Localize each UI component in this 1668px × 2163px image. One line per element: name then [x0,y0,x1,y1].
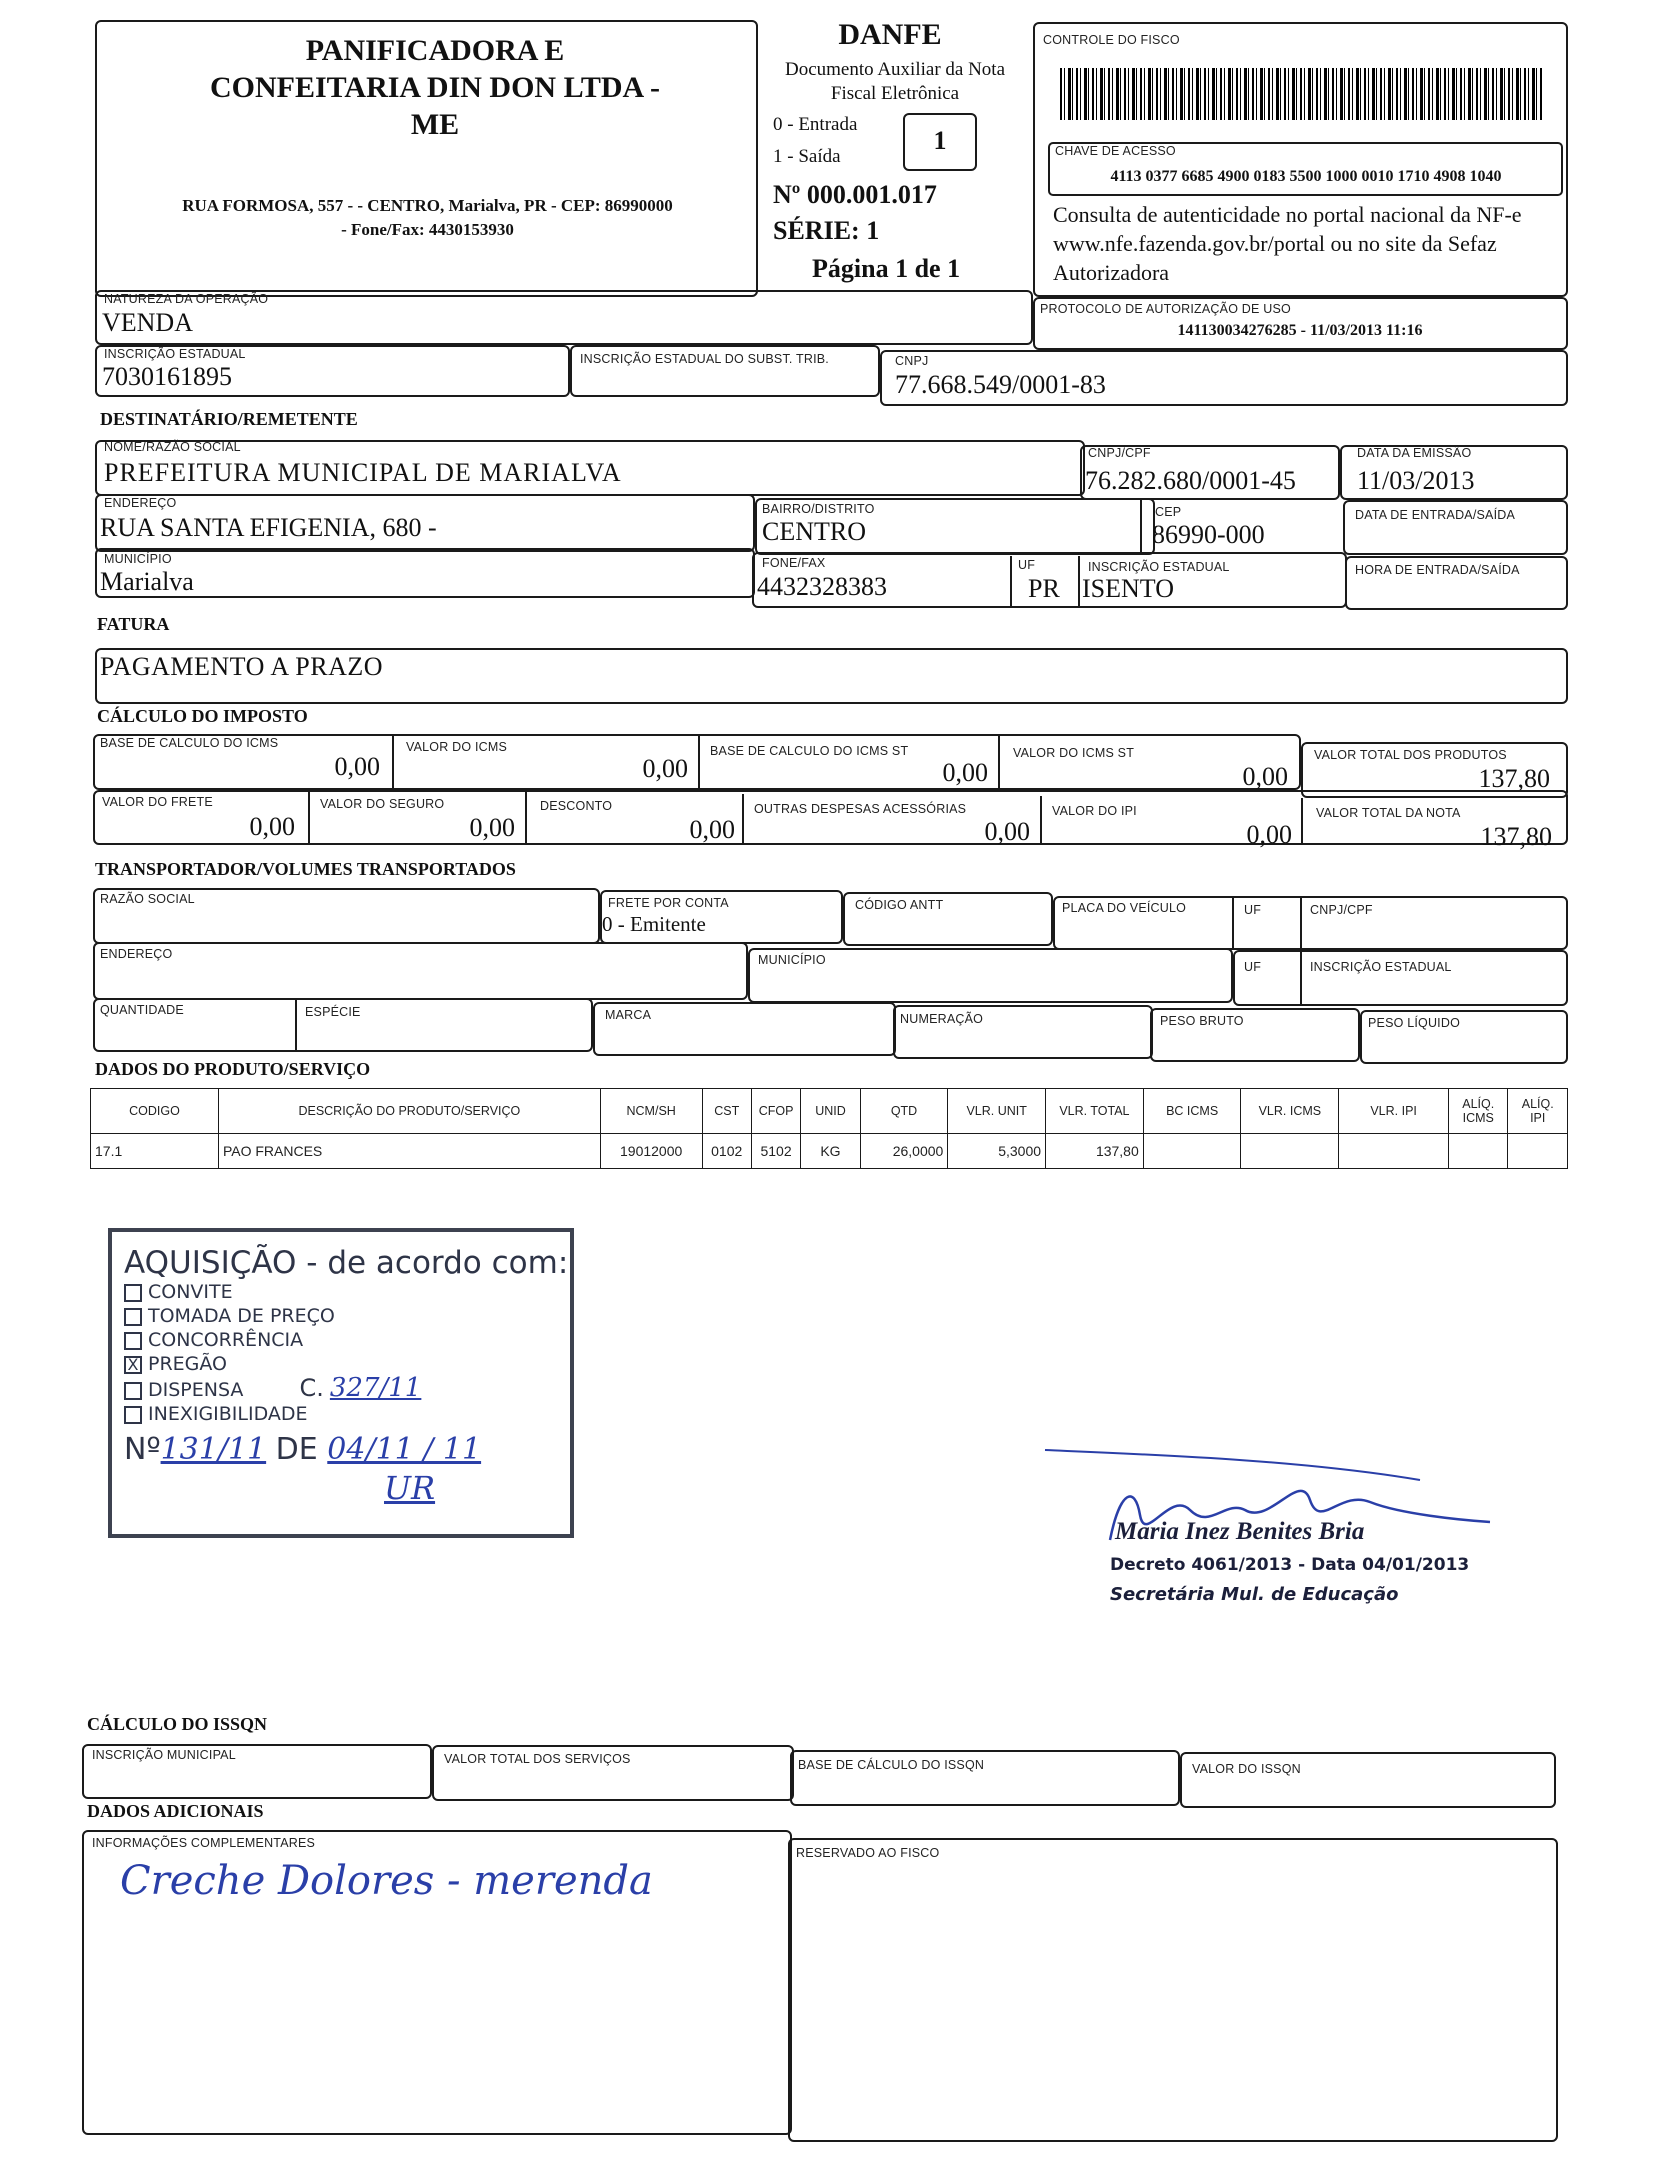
stamp-option-dispensa [124,1373,558,1403]
issqn-total-label: VALOR TOTAL DOS SERVIÇOS [444,1752,631,1766]
dest-cnpj: 76.282.680/0001-45 [1085,466,1296,495]
danfe-tipo: 1 [933,126,947,155]
imposto-section: CÁLCULO DO IMPOSTO [97,706,308,726]
signature-decreto: Decreto 4061/2013 - Data 04/01/2013 [1110,1555,1470,1575]
danfe-subtitle: Documento Auxiliar da Nota Fiscal Eletrônica [784,59,1006,104]
issqn-section: CÁLCULO DO ISSQN [87,1714,268,1734]
fatura-texto: PAGAMENTO A PRAZO [100,652,384,681]
danfe-numero: Nº 000.001.017 [773,180,937,209]
produtos-section: DADOS DO PRODUTO/SERVIÇO [95,1059,371,1079]
vlr-icms-label: VALOR DO ICMS [406,740,507,754]
stamp-c-label: C. [299,1374,324,1402]
ie-value: 7030161895 [102,362,232,391]
imposto2-div-2 [525,790,527,845]
col-qtd: QTD [860,1089,948,1134]
bc-icms-value: 0,00 [334,752,380,781]
dest-cep-divider [1140,500,1142,555]
imposto2-div-4 [1040,796,1042,845]
dest-endereco: RUA SANTA EFIGENIA, 680 - [100,513,437,542]
table-row [91,1134,1568,1169]
dest-cnpj-label: CNPJ/CPF [1088,446,1151,460]
dest-fone-label: FONE/FAX [762,556,826,570]
bc-icms-label: BASE DE CALCULO DO ICMS [100,736,279,750]
issqn-base-label: BASE DE CÁLCULO DO ISSQN [798,1758,985,1772]
issqn-im-label: INSCRIÇÃO MUNICIPAL [92,1748,236,1762]
chave-acesso: 4113 0377 6685 4900 0183 5500 1000 0010 1710 4908 1040 [1110,168,1502,185]
danfe-serie: SÉRIE: 1 [773,216,880,245]
emitente-address: RUA FORMOSA, 557 - - CENTRO, Marialva, PR - CEP: 86990000 [182,196,673,215]
stamp-option-inexigibilidade [124,1402,558,1426]
transp-uf-label: UF [1244,903,1262,917]
dest-fone: 4432328383 [757,572,887,601]
dest-bairro-label: BAIRRO/DISTRITO [762,502,875,516]
dest-municipio-label: MUNICÍPIO [104,552,172,566]
dest-ie-divider [1078,556,1080,608]
stamp-numero-line [124,1430,558,1470]
ipi-value: 0,00 [1246,820,1292,849]
checkbox-tomada [124,1308,142,1326]
imposto2-div-3 [742,794,744,845]
cnpj-value: 77.668.549/0001-83 [895,370,1106,399]
natureza-value: VENDA [102,308,193,337]
transp-cnpj-label: CNPJ/CPF [1310,903,1373,917]
dest-endereco-label: ENDEREÇO [104,496,177,510]
stamp-de-label: DE [275,1432,318,1467]
protocolo-label: PROTOCOLO DE AUTORIZAÇÃO DE USO [1040,302,1291,316]
dest-uf: PR [1028,574,1060,603]
seguro-value: 0,00 [469,813,515,842]
transp-antt-label: CÓDIGO ANTT [855,898,944,912]
cell-vlr-ipi [1339,1134,1449,1169]
ie-st-label: INSCRIÇÃO ESTADUAL DO SUBST. TRIB. [580,352,829,366]
issqn-valor-label: VALOR DO ISSQN [1192,1762,1301,1776]
stamp-numero-label: Nº [124,1432,161,1467]
natureza-label: NATUREZA DA OPERAÇÃO [104,292,269,306]
danfe-saida: 1 - Saída [773,146,841,167]
transp-especie-divider [295,998,297,1052]
col-ncm: NCM/SH [600,1089,702,1134]
stamp-option-label: DISPENSA [148,1379,244,1401]
cell-aliq-icms [1449,1134,1508,1169]
dest-cep: 86990-000 [1152,520,1265,549]
frete-value: 0,00 [249,812,295,841]
emitente-phone: - Fone/Fax: 4430153930 [341,220,514,239]
dest-ie: ISENTO [1082,574,1174,603]
ipi-label: VALOR DO IPI [1052,804,1137,818]
produtos-table [90,1088,1568,1169]
col-vlr-total: VLR. TOTAL [1046,1089,1144,1134]
dest-emissao-label: DATA DA EMISSÃO [1357,446,1472,460]
dest-uf-divider [1010,556,1012,608]
imposto-div-2 [698,734,700,790]
transp-mun-label: MUNICÍPIO [758,953,826,967]
cell-vlr-icms [1241,1134,1339,1169]
imposto2-div-5 [1301,798,1303,845]
col-cfop: CFOP [751,1089,800,1134]
stamp-option-label: PREGÃO [148,1353,228,1375]
destinatario-section: DESTINATÁRIO/REMETENTE [100,409,358,429]
stamp-title: AQUISIÇÃO - de acordo com: [124,1245,569,1281]
dest-municipio-box [95,548,755,598]
produtos-header-row [91,1089,1568,1134]
fisco-reservado-label: RESERVADO AO FISCO [796,1846,940,1860]
transp-marca-label: MARCA [605,1008,652,1022]
dest-emissao: 11/03/2013 [1357,466,1475,495]
cell-descricao: PAO FRANCES [218,1134,600,1169]
danfe-pagina: Página 1 de 1 [812,254,961,283]
transp-ie-label: INSCRIÇÃO ESTADUAL [1310,960,1452,974]
adicionais-section: DADOS ADICIONAIS [87,1801,264,1821]
cell-unid: KG [801,1134,860,1169]
controle-fisco-label: CONTROLE DO FISCO [1043,33,1180,47]
desconto-value: 0,00 [689,815,735,844]
outras-value: 0,00 [984,817,1030,846]
transp-cnpj-divider [1300,896,1302,950]
emitente-name: PANIFICADORA E CONFEITARIA DIN DON LTDA - ME [209,34,661,141]
info-handwritten: Creche Dolores - merenda [120,1858,653,1904]
fisco-reservado-box [788,1838,1558,2142]
imposto-div-1 [392,734,394,790]
barcode [1060,68,1544,120]
checkbox-concorrencia [124,1332,142,1350]
vlr-icms-st-label: VALOR DO ICMS ST [1013,746,1135,760]
transp-qtd-label: QUANTIDADE [100,1003,184,1017]
col-bc-icms: BC ICMS [1143,1089,1241,1134]
transp-uf2-label: UF [1244,960,1262,974]
cell-bc-icms [1143,1134,1241,1169]
dest-municipio: Marialva [100,567,194,596]
transp-ie-divider [1300,950,1302,1006]
stamp-option-tomada [124,1304,558,1328]
stamp-option-label: TOMADA DE PREÇO [148,1305,335,1327]
chave-label: CHAVE DE ACESSO [1055,144,1176,158]
dest-ie-label: INSCRIÇÃO ESTADUAL [1088,560,1230,574]
stamp-c-valor: 327/11 [329,1373,422,1403]
cell-cst: 0102 [702,1134,751,1169]
seguro-label: VALOR DO SEGURO [320,797,445,811]
transp-placa-label: PLACA DO VEÍCULO [1062,901,1187,915]
dest-nome-label: NOME/RAZÃO SOCIAL [104,440,241,454]
stamp-option-label: INEXIGIBILIDADE [148,1403,308,1425]
col-vlr-icms: VLR. ICMS [1241,1089,1339,1134]
col-vlr-unit: VLR. UNIT [948,1089,1046,1134]
transp-frete-value: 0 - Emitente [602,912,706,936]
vlr-icms-value: 0,00 [642,754,688,783]
col-vlr-ipi: VLR. IPI [1339,1089,1449,1134]
transp-end-label: ENDEREÇO [100,947,173,961]
dest-hora-label: HORA DE ENTRADA/SAÍDA [1355,563,1520,577]
protocolo: 141130034276285 - 11/03/2013 11:16 [1177,322,1423,339]
stamp-numero: 131/11 [160,1432,267,1467]
transp-razao-label: RAZÃO SOCIAL [100,892,195,906]
vlr-icms-st-value: 0,00 [1242,762,1288,791]
checkbox-inexigibilidade [124,1406,142,1424]
total-nota-label: VALOR TOTAL DA NOTA [1316,806,1461,820]
transp-uf2-box [1233,950,1568,1006]
imposto2-div-1 [308,790,310,845]
dest-entrada-label: DATA DE ENTRADA/SAÍDA [1355,508,1516,522]
col-unid: UNID [801,1089,860,1134]
stamp-option-concorrencia [124,1328,558,1352]
total-nota-value: 137,80 [1480,822,1552,851]
signature-name: Maria Inez Benites Bria [1115,1518,1365,1545]
transp-uf-divider [1232,896,1234,950]
fatura-section: FATURA [97,614,170,634]
checkbox-dispensa [124,1382,142,1400]
total-prod-label: VALOR TOTAL DOS PRODUTOS [1314,748,1507,762]
col-aliq-icms: ALÍQ. ICMS [1449,1089,1508,1134]
cell-ncm: 19012000 [600,1134,702,1169]
imposto-div-3 [998,736,1000,790]
stamp-rubrica: UR [384,1469,436,1507]
ie-label: INSCRIÇÃO ESTADUAL [104,347,246,361]
col-cst: CST [702,1089,751,1134]
stamp-option-label: CONCORRÊNCIA [148,1329,304,1351]
dest-nome: PREFEITURA MUNICIPAL DE MARIALVA [104,458,622,487]
danfe-entrada: 0 - Entrada [773,114,858,135]
transp-bruto-label: PESO BRUTO [1160,1014,1244,1028]
col-descricao: DESCRIÇÃO DO PRODUTO/SERVIÇO [218,1089,600,1134]
cell-vlr-unit: 5,3000 [948,1134,1046,1169]
checkbox-pregao: X [124,1356,142,1374]
transporte-section: TRANSPORTADOR/VOLUMES TRANSPORTADOS [95,859,516,879]
signature-cargo: Secretária Mul. de Educação [1110,1584,1399,1605]
desconto-label: DESCONTO [540,799,613,813]
info-label: INFORMAÇÕES COMPLEMENTARES [92,1836,316,1850]
bc-icms-st-label: BASE DE CALCULO DO ICMS ST [710,744,909,758]
cell-qtd: 26,0000 [860,1134,948,1169]
dest-cep-label: CEP [1155,505,1182,519]
transp-end-box [93,942,748,1000]
bc-icms-st-value: 0,00 [942,758,988,787]
stamp-data: 04/11 / 11 [327,1432,482,1467]
issqn-valor-box [1180,1752,1556,1808]
total-prod-value: 137,80 [1478,764,1550,793]
cnpj-label: CNPJ [895,354,929,368]
outras-label: OUTRAS DESPESAS ACESSÓRIAS [754,802,967,816]
cell-codigo: 17.1 [91,1134,219,1169]
stamp-option-convite [124,1280,558,1304]
consulta-text: Consulta de autenticidade no portal nacional da NF-e www.nfe.fazenda.gov.br/portal ou no site da Sefaz Autorizadora [1053,202,1522,285]
dest-bairro: CENTRO [762,517,866,546]
transp-especie-label: ESPÉCIE [305,1005,361,1019]
checkbox-convite [124,1284,142,1302]
cell-aliq-ipi [1508,1134,1568,1169]
transp-frete-label: FRETE POR CONTA [608,896,729,910]
col-codigo: CODIGO [91,1089,219,1134]
transp-numeracao-label: NUMERAÇÃO [900,1012,984,1026]
frete-label: VALOR DO FRETE [102,795,213,809]
col-aliq-ipi: ALÍQ. IPI [1508,1089,1568,1134]
dest-uf-label: UF [1018,558,1036,572]
cell-cfop: 5102 [751,1134,800,1169]
danfe-title: DANFE [838,18,942,51]
cell-vlr-total: 137,80 [1046,1134,1144,1169]
transp-liquido-label: PESO LÍQUIDO [1368,1016,1461,1030]
stamp-option-label: CONVITE [148,1281,233,1303]
aquisicao-stamp [108,1228,574,1538]
